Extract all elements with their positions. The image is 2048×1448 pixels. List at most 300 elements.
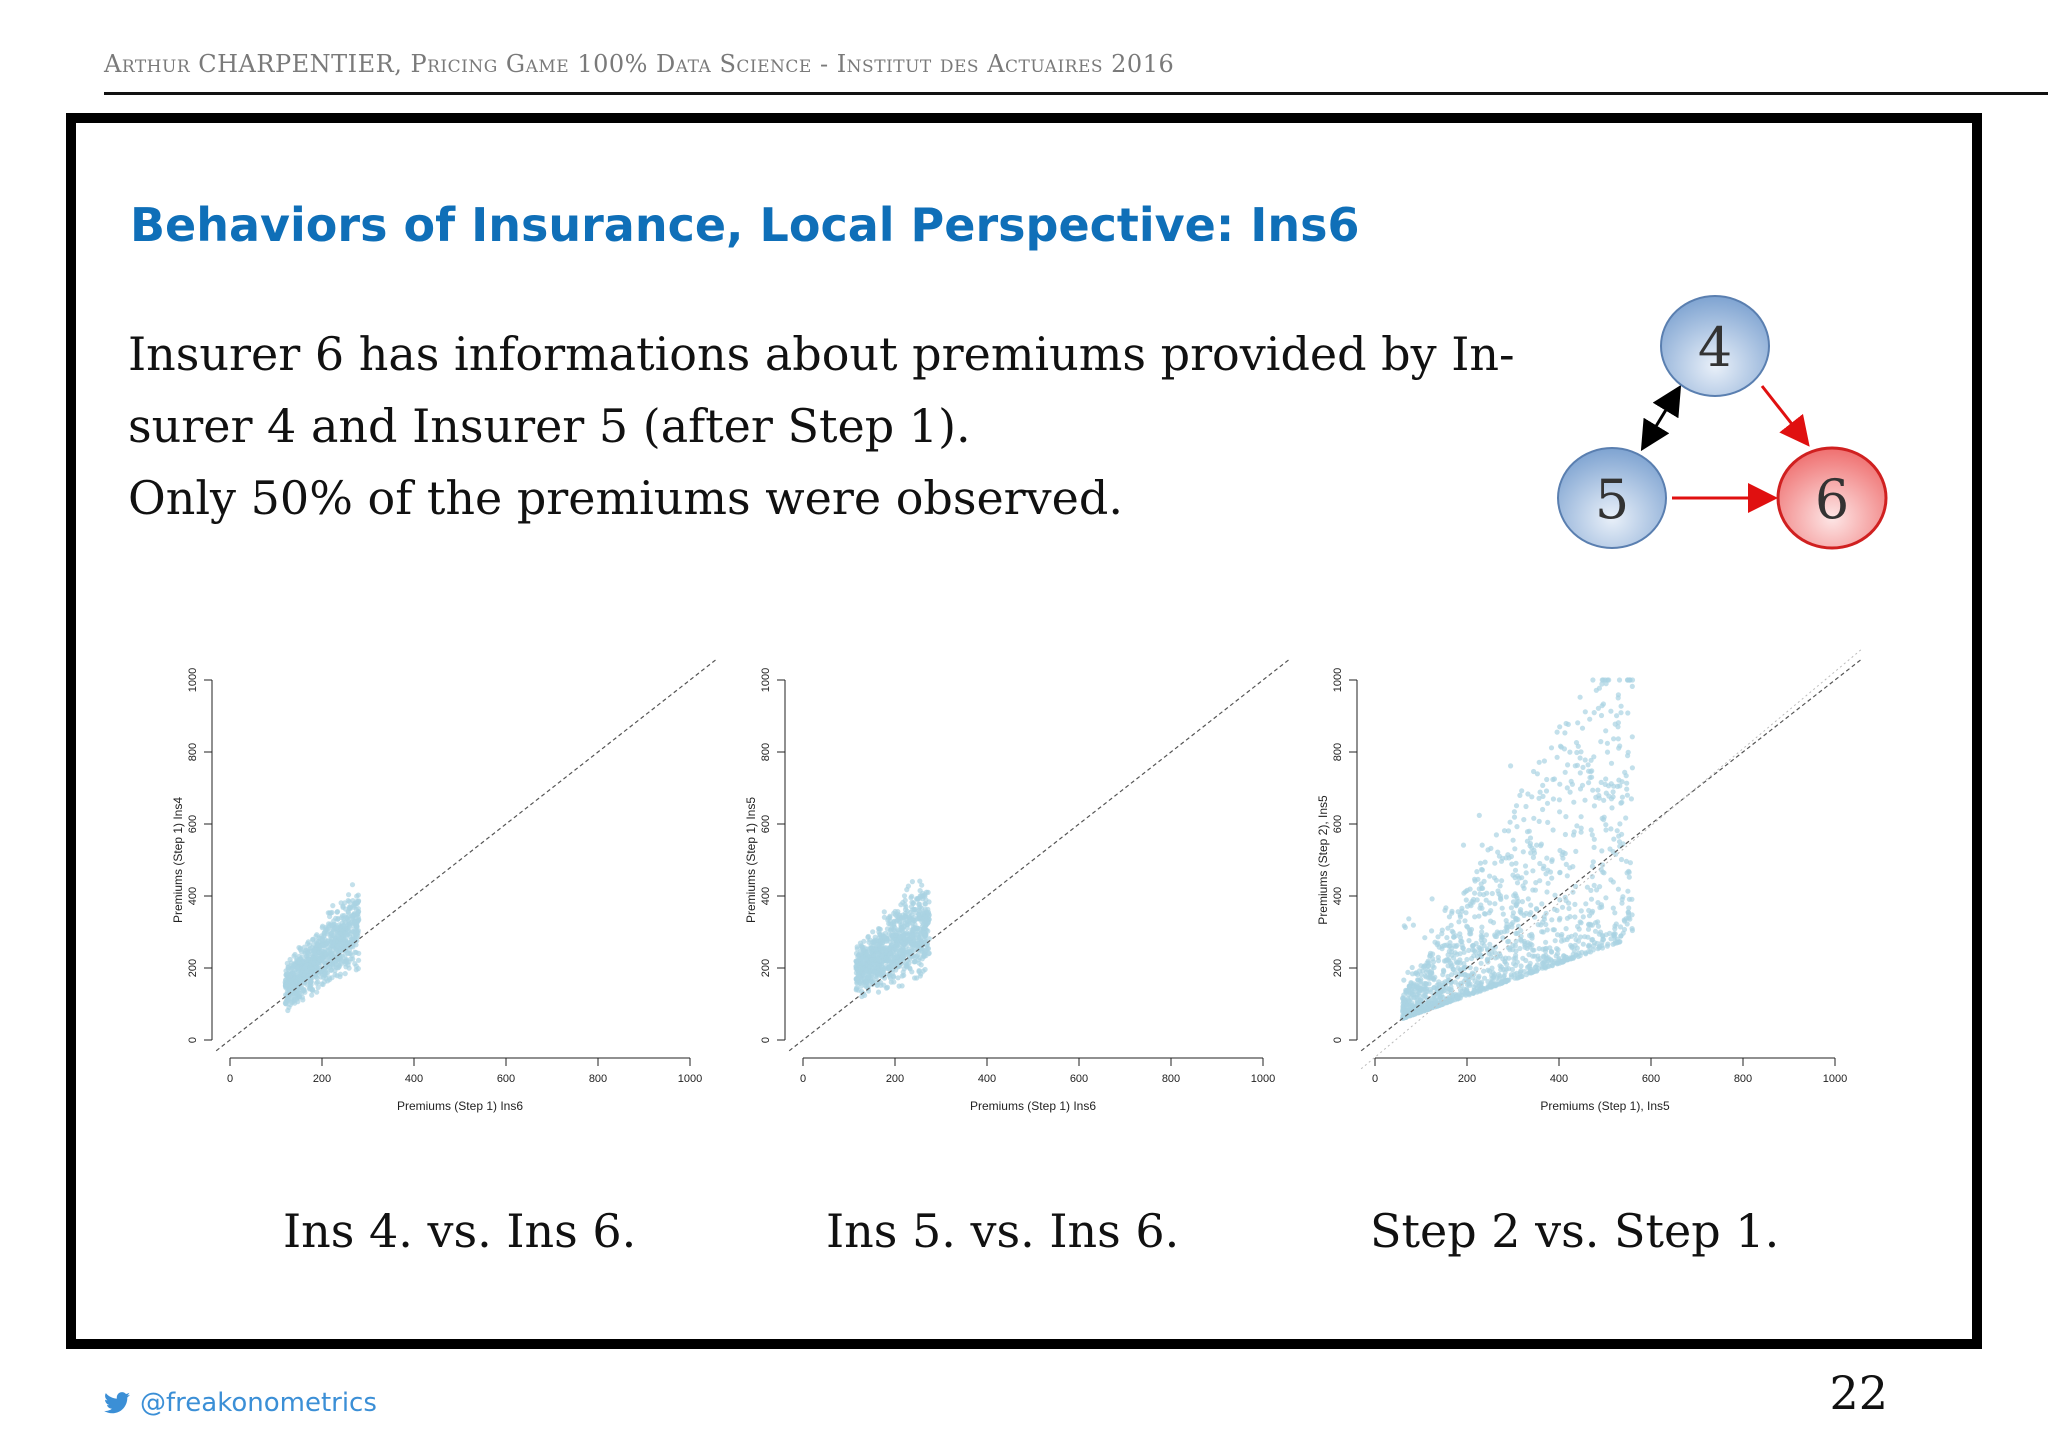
scatter-point — [1467, 983, 1472, 988]
scatter-point — [1479, 925, 1484, 930]
scatter-point — [337, 974, 342, 979]
scatter-point — [877, 926, 882, 931]
scatter-point — [1599, 940, 1604, 945]
scatter-point — [909, 949, 914, 954]
scatter-point — [1533, 880, 1538, 885]
scatter-point — [1629, 796, 1634, 801]
scatter-point — [1489, 973, 1494, 978]
scatter-point — [1619, 857, 1624, 862]
scatter-point — [1504, 894, 1509, 899]
scatter-point — [1461, 946, 1466, 951]
scatter-point — [1611, 794, 1616, 799]
scatter-point — [1475, 980, 1480, 985]
scatter-point — [1540, 794, 1545, 799]
scatter-point — [918, 971, 923, 976]
scatter-point — [1472, 891, 1477, 896]
scatter-point — [292, 994, 297, 999]
scatter-point — [1430, 964, 1435, 969]
x-tick-label: 0 — [226, 1073, 234, 1085]
y-axis-label: Premiums (Step 2), Ins5 — [1316, 795, 1330, 925]
scatter-point — [1577, 927, 1582, 932]
scatter-point — [1526, 952, 1531, 957]
scatter-point — [343, 937, 348, 942]
scatter-point — [1573, 763, 1578, 768]
scatter-point — [1463, 993, 1468, 998]
scatter-point — [1416, 977, 1421, 982]
scatter-point — [1472, 877, 1477, 882]
scatter-point — [1625, 710, 1630, 715]
scatter-point — [1496, 891, 1501, 896]
node-4-label: 4 — [1697, 316, 1733, 379]
scatter-point — [335, 910, 340, 915]
scatter-point — [1565, 873, 1570, 878]
scatter-point — [1591, 859, 1596, 864]
scatter-point — [1531, 816, 1536, 821]
scatter-point — [1579, 814, 1584, 819]
scatter-point — [1624, 787, 1629, 792]
scatter-point — [1458, 914, 1463, 919]
scatter-point — [1595, 900, 1600, 905]
scatter-point — [1578, 695, 1583, 700]
scatter-point — [315, 942, 320, 947]
scatter-point — [1468, 929, 1473, 934]
scatter-point — [335, 943, 340, 948]
scatter-point — [1619, 901, 1624, 906]
scatter-point — [870, 929, 875, 934]
scatter-point — [343, 971, 348, 976]
scatter-point — [1557, 797, 1562, 802]
scatter-point — [1586, 780, 1591, 785]
scatter-point — [308, 979, 313, 984]
scatter-point — [1623, 815, 1628, 820]
scatter-point — [1497, 854, 1502, 859]
scatter-point — [338, 936, 343, 941]
scatter-point — [1612, 910, 1617, 915]
scatter-point — [885, 957, 890, 962]
scatter-point — [1436, 982, 1441, 987]
scatter-point — [1562, 746, 1567, 751]
scatter-point — [903, 963, 908, 968]
scatter-point — [1447, 914, 1452, 919]
scatter-point — [329, 923, 334, 928]
scatter-point — [1501, 974, 1506, 979]
scatter-point — [1445, 926, 1450, 931]
scatter-point — [1514, 824, 1519, 829]
scatter-point — [346, 898, 351, 903]
y-tick-label: 200 — [1332, 958, 1344, 978]
scatter-point — [303, 964, 308, 969]
scatter-point — [1531, 855, 1536, 860]
scatter-point — [1617, 677, 1622, 682]
scatter-point — [1605, 741, 1610, 746]
body-text — [128, 318, 1515, 534]
scatter-point — [1475, 897, 1480, 902]
scatter-point — [1578, 770, 1583, 775]
scatter-point — [1613, 852, 1618, 857]
scatter-point — [1551, 827, 1556, 832]
scatter-point — [1528, 841, 1533, 846]
scatter-point — [350, 914, 355, 919]
scatter-point — [324, 970, 329, 975]
scatter-point — [1572, 829, 1577, 834]
y-tick-label: 400 — [187, 886, 199, 906]
scatter-point — [1539, 901, 1544, 906]
scatter-point — [1619, 704, 1624, 709]
x-tick-label: 1000 — [1250, 1073, 1276, 1085]
scatter-point — [1629, 897, 1634, 902]
scatter-point — [1520, 899, 1525, 904]
scatter-point — [1576, 939, 1581, 944]
scatter-point — [1609, 761, 1614, 766]
scatter-point — [327, 965, 332, 970]
scatter-point — [1464, 988, 1469, 993]
scatter-point — [1401, 992, 1406, 997]
scatter-point — [1559, 932, 1564, 937]
scatter-point — [1592, 883, 1597, 888]
scatter-point — [922, 930, 927, 935]
node-6 — [1778, 448, 1886, 548]
scatter-points — [853, 879, 932, 1000]
scatter-point — [905, 909, 910, 914]
scatter-point — [1518, 928, 1523, 933]
scatter-point — [907, 921, 912, 926]
scatter-point — [1619, 800, 1624, 805]
scatter-point — [1599, 681, 1604, 686]
scatter-point — [1504, 967, 1509, 972]
x-tick-label: 600 — [1069, 1073, 1089, 1085]
scatter-point — [1529, 794, 1534, 799]
scatter-point — [1599, 904, 1604, 909]
scatter-point — [1520, 974, 1525, 979]
scatter-point — [1555, 961, 1560, 966]
scatter-point — [889, 951, 894, 956]
scatter-point — [1523, 804, 1528, 809]
scatter-point — [912, 975, 917, 980]
scatter-point — [1531, 769, 1536, 774]
twitter-handle[interactable] — [104, 1388, 377, 1418]
scatter-point — [285, 1008, 290, 1013]
x-axis-label: Premiums (Step 1) Ins6 — [396, 1099, 524, 1113]
scatter-point — [355, 911, 360, 916]
scatter-point — [1617, 821, 1622, 826]
scatter-point — [1511, 961, 1516, 966]
scatter-point — [1484, 932, 1489, 937]
scatter-point — [1535, 957, 1540, 962]
scatter-point — [1529, 845, 1534, 850]
scatter-point — [1578, 786, 1583, 791]
scatter-point — [1449, 991, 1454, 996]
scatter-point — [1549, 917, 1554, 922]
scatter-point — [1542, 758, 1547, 763]
scatter-point — [1523, 863, 1528, 868]
scatter-point — [1409, 1000, 1414, 1005]
scatter-point — [1480, 843, 1485, 848]
scatter-point — [1615, 828, 1620, 833]
scatter-point — [1604, 932, 1609, 937]
scatter-point — [874, 947, 879, 952]
scatter-point — [1530, 868, 1535, 873]
scatter-point — [1406, 916, 1411, 921]
scatter-point — [894, 959, 899, 964]
scatter-point — [1606, 677, 1611, 682]
scatter-point — [1565, 762, 1570, 767]
scatter-point — [1563, 832, 1568, 837]
scatter-point — [1484, 898, 1489, 903]
y-tick-label: 600 — [760, 814, 772, 834]
twitter-handle-text: @freakonometrics — [140, 1388, 377, 1418]
scatter-point — [1573, 849, 1578, 854]
edge-4-5 — [1644, 390, 1678, 446]
scatter-point — [1430, 976, 1435, 981]
scatter-point — [920, 911, 925, 916]
scatter-point — [1445, 974, 1450, 979]
scatter-point — [354, 894, 359, 899]
scatter-point — [1605, 750, 1610, 755]
scatter-point — [900, 973, 905, 978]
scatter-point — [1447, 943, 1452, 948]
scatter-point — [1512, 809, 1517, 814]
scatter-point — [1592, 845, 1597, 850]
scatter-point — [1494, 878, 1499, 883]
scatter-point — [307, 986, 312, 991]
scatter-point — [1616, 720, 1621, 725]
scatter-point — [1552, 907, 1557, 912]
scatter-point — [1580, 765, 1585, 770]
scatter-point — [1492, 901, 1497, 906]
scatter-point — [868, 951, 873, 956]
scatter-point — [1519, 788, 1524, 793]
scatter-point — [1512, 976, 1517, 981]
scatter-point — [1612, 934, 1617, 939]
scatter-point — [1528, 969, 1533, 974]
scatter-point — [1479, 986, 1484, 991]
scatter-point — [1624, 773, 1629, 778]
scatter-point — [1563, 955, 1568, 960]
scatter-point — [882, 909, 887, 914]
scatter-point — [1617, 844, 1622, 849]
scatter-point — [1428, 951, 1433, 956]
scatter-point — [1605, 944, 1610, 949]
scatter-point — [347, 951, 352, 956]
scatter-point — [1565, 916, 1570, 921]
scatter-point — [1490, 891, 1495, 896]
scatter-point — [1497, 963, 1502, 968]
scatter-point — [907, 914, 912, 919]
scatter-point — [1487, 874, 1492, 879]
scatter-point — [922, 948, 927, 953]
scatter-point — [891, 974, 896, 979]
node-4 — [1661, 296, 1769, 396]
scatter-point — [356, 966, 361, 971]
scatter-point — [1603, 728, 1608, 733]
scatter-point — [1538, 790, 1543, 795]
scatter-point — [1596, 706, 1601, 711]
scatter-point — [1581, 942, 1586, 947]
scatter-point — [1588, 923, 1593, 928]
scatter-point — [1447, 999, 1452, 1004]
scatter-point — [1528, 903, 1533, 908]
scatter-point — [1488, 919, 1493, 924]
scatter-point — [346, 892, 351, 897]
scatter-point — [913, 959, 918, 964]
scatter-point — [1476, 914, 1481, 919]
scatter-point — [890, 933, 895, 938]
scatter-point — [865, 935, 870, 940]
scatter-point — [1570, 890, 1575, 895]
scatter-point — [1522, 969, 1527, 974]
scatter-point — [1611, 789, 1616, 794]
scatter-point — [1477, 946, 1482, 951]
scatter-point — [1461, 891, 1466, 896]
scatter-point — [1545, 801, 1550, 806]
scatter-point — [922, 925, 927, 930]
scatter-point — [1413, 971, 1418, 976]
y-tick-label: 200 — [187, 958, 199, 978]
scatter-point — [903, 936, 908, 941]
x-tick-label: 600 — [1641, 1073, 1661, 1085]
scatter-point — [900, 900, 905, 905]
scatter-point — [1603, 782, 1608, 787]
scatter-point — [876, 942, 881, 947]
scatter-point — [1477, 813, 1482, 818]
scatter-point — [1628, 860, 1633, 865]
scatter-point — [304, 957, 309, 962]
scatter-points — [1400, 677, 1635, 1021]
scatter-point — [1543, 940, 1548, 945]
scatter-point — [1416, 990, 1421, 995]
scatter-point — [1525, 829, 1530, 834]
scatter-point — [919, 883, 924, 888]
scatter-point — [1611, 879, 1616, 884]
scatter-point — [1495, 929, 1500, 934]
scatter-point — [1415, 995, 1420, 1000]
scatter-point — [1521, 817, 1526, 822]
scatter-point — [1410, 965, 1415, 970]
scatter-point — [1583, 950, 1588, 955]
scatter-point — [352, 961, 357, 966]
scatter-point — [908, 895, 913, 900]
y-tick-label: 0 — [187, 1036, 199, 1044]
scatter-point — [1595, 788, 1600, 793]
scatter-point — [891, 979, 896, 984]
scatter-point — [1578, 749, 1583, 754]
y-tick-label: 400 — [1332, 886, 1344, 906]
scatter-point — [1592, 710, 1597, 715]
scatter-point — [1608, 826, 1613, 831]
scatter-point — [926, 920, 931, 925]
scatter-point — [1536, 922, 1541, 927]
scatter-point — [1583, 757, 1588, 762]
scatter-point — [1515, 917, 1520, 922]
scatter-point — [319, 949, 324, 954]
scatter-point — [1512, 846, 1517, 851]
scatter-point — [1614, 921, 1619, 926]
scatter-point — [1626, 869, 1631, 874]
scatter-point — [1630, 765, 1635, 770]
scatter-point — [910, 879, 915, 884]
scatter-point — [863, 957, 868, 962]
scatter-point — [1466, 938, 1471, 943]
scatter-point — [1541, 864, 1546, 869]
scatter-point — [1557, 809, 1562, 814]
scatter-point — [876, 990, 881, 995]
scatter-point — [1616, 736, 1621, 741]
scatter-point — [1541, 954, 1546, 959]
scatter-point — [1422, 935, 1427, 940]
edge-4-6 — [1762, 386, 1806, 442]
scatter-point — [1564, 862, 1569, 867]
scatter-point — [1552, 776, 1557, 781]
scatter-point — [1589, 910, 1594, 915]
scatter-point — [1542, 965, 1547, 970]
scatter-point — [1488, 983, 1493, 988]
scatter-point — [1504, 979, 1509, 984]
scatter-point — [902, 893, 907, 898]
scatter-point — [1534, 843, 1539, 848]
node-5-label: 5 — [1594, 468, 1630, 531]
scatter-point — [1415, 985, 1420, 990]
scatter-point — [858, 967, 863, 972]
scatter-point — [1582, 798, 1587, 803]
scatter-point — [1522, 913, 1527, 918]
x-tick-label: 600 — [496, 1073, 516, 1085]
scatter-point — [917, 905, 922, 910]
scatter-point — [339, 900, 344, 905]
scatter-point — [341, 916, 346, 921]
scatter-point — [1588, 888, 1593, 893]
scatter-point — [1521, 849, 1526, 854]
scatter-point — [919, 962, 924, 967]
scatter-point — [1481, 969, 1486, 974]
scatter-point — [1537, 760, 1542, 765]
scatter-point — [1557, 897, 1562, 902]
scatter-point — [1544, 889, 1549, 894]
scatter-point — [1479, 906, 1484, 911]
scatter-point — [1511, 838, 1516, 843]
scatter-point — [1579, 830, 1584, 835]
scatter-point — [299, 949, 304, 954]
scatter-point — [1468, 887, 1473, 892]
scatter-point — [1595, 941, 1600, 946]
scatter-point — [1462, 972, 1467, 977]
scatter-point — [1479, 881, 1484, 886]
scatter-point — [330, 930, 335, 935]
scatter-point — [1482, 976, 1487, 981]
scatter-point — [1612, 926, 1617, 931]
insurer-network-graph — [1544, 286, 1914, 556]
scatter-point — [1572, 914, 1577, 919]
scatter-point — [1601, 798, 1606, 803]
scatter-point — [1514, 803, 1519, 808]
x-tick-label: 1000 — [677, 1073, 703, 1085]
scatter-point — [917, 935, 922, 940]
scatter-point — [1441, 968, 1446, 973]
scatter-point — [1568, 790, 1573, 795]
scatter-point — [314, 981, 319, 986]
scatter-point — [1482, 911, 1487, 916]
scatter-point — [350, 882, 355, 887]
scatter-point — [1540, 783, 1545, 788]
scatter-point — [1581, 914, 1586, 919]
scatter-point — [1533, 888, 1538, 893]
scatter-point — [1556, 956, 1561, 961]
scatter-point — [1589, 775, 1594, 780]
scatter-point — [332, 938, 337, 943]
y-tick-label: 0 — [1332, 1036, 1344, 1044]
scatter-point — [1630, 926, 1635, 931]
scatter-point — [1444, 935, 1449, 940]
caption-plot-2: Ins 5. vs. Ins 6. — [826, 1204, 1180, 1258]
